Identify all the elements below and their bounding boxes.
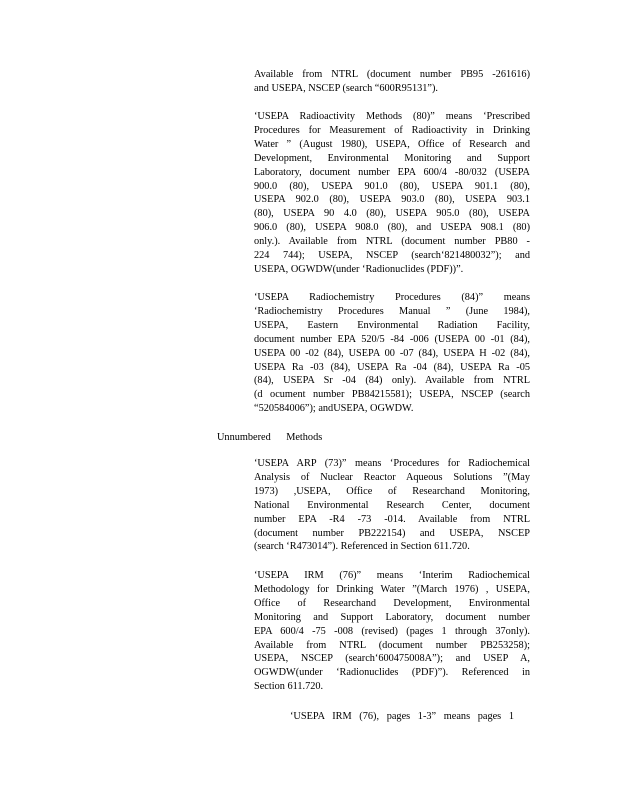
text-line: ‘USEPA Radioactivity Methods (80)” means ‘Prescribed [254,111,530,122]
text-line: 1973) ,USEPA, Office of Researchand Monitoring, [254,485,530,497]
paragraph-ntrl-availability [254,68,530,96]
text-line: “520584006”); andUSEPA, OGWDW. [254,403,414,415]
text-line: (document number PB222154) and USEPA, NSCEP [254,527,530,539]
paragraph-usepa-irm [254,569,530,694]
text-line: USEPA 902.0 (80), USEPA 903.0 (80), USEPA 903.1 [254,194,530,206]
text-line: (d ocument number PB84215581); USEPA, NSCEP (search [254,389,530,401]
paragraph-usepa-arp [254,457,530,554]
text-line: ‘USEPA ARP (73)” means ‘Procedures for Radiochemical [254,458,530,469]
text-line: EPA 600/4 -75 -008 (revised) (pages 1 through 37only). [254,625,530,637]
text-line: USEPA, NSCEP (search‘600475008A”); and USEP A, [254,653,530,665]
paragraph-radiochemistry-procedures [254,291,530,416]
text-line: (search ‘R473014”). Referenced in Section 611.720. [254,541,470,553]
text-line: and USEPA, NSCEP (search “600R95131”). [254,82,438,94]
text-line: only.). Available from NTRL (document number PB80 - [254,236,530,248]
text-line: 900.0 (80), USEPA 901.0 (80), USEPA 901.1 (80), [254,180,530,192]
text-line: number EPA -R4 -73 -014. Available from NTRL [254,513,530,525]
text-line: ‘USEPA IRM (76)” means ‘Interim Radiochemical [254,570,530,581]
text-line: Development, Environmental Monitoring and Support [254,152,530,164]
text-line: Procedures for Measurement of Radioactivity in Drinking [254,124,530,136]
paragraph-irm-pages-start: ‘USEPA IRM (76), pages 1-3” means pages 1 [290,711,514,722]
text-line: (80), USEPA 90 4.0 (80), USEPA 905.0 (80), USEPA [254,208,530,220]
text-line: Water ” (August 1980), USEPA, Office of Research and [254,138,530,150]
text-line: Monitoring and Support Laboratory, document number [254,611,530,623]
text-line: Available from NTRL (document number PB95 -261616) [254,69,530,80]
paragraph-radioactivity-methods [254,110,530,277]
text-line: ‘USEPA Radiochemistry Procedures (84)” means [254,292,530,303]
text-line: OGWDW(under ‘Radionuclides (PDF)”). Referenced in [254,667,530,679]
section-heading: Unnumbered Methods [217,432,323,443]
text-line: USEPA, Eastern Environmental Radiation Facility, [254,319,530,331]
text-line: document number EPA 520/5 -84 -006 (USEPA 00 -01 (84), [254,333,530,345]
text-line: USEPA 00 -02 (84), USEPA 00 -07 (84), USEPA H -02 (84), [254,347,530,359]
text-line: ‘Radiochemistry Procedures Manual ” (June 1984), [254,305,530,317]
text-line: 906.0 (80), USEPA 908.0 (80), and USEPA 908.1 (80) [254,222,530,234]
text-line: USEPA, OGWDW(under ‘Radionuclides (PDF))”. [254,263,464,275]
text-line: Analysis of Nuclear Reactor Aqueous Solutions ”(May [254,471,530,483]
text-line: USEPA Ra -03 (84), USEPA Ra -04 (84), USEPA Ra -05 [254,361,530,373]
text-line: Methodology for Drinking Water ”(March 1976) , USEPA, [254,583,530,595]
text-line: Available from NTRL (document number PB253258); [254,639,530,651]
text-line: Office of Researchand Development, Environmental [254,597,530,609]
text-line: Laboratory, document number EPA 600/4 -80/032 (USEPA [254,166,530,178]
text-line: Section 611.720. [254,681,324,693]
text-line: (84), USEPA Sr -04 (84) only). Available from NTRL [254,375,530,387]
text-line: 224 744); USEPA, NSCEP (search‘821480032”); and [254,250,530,262]
text-line: National Environmental Research Center, document [254,499,530,511]
